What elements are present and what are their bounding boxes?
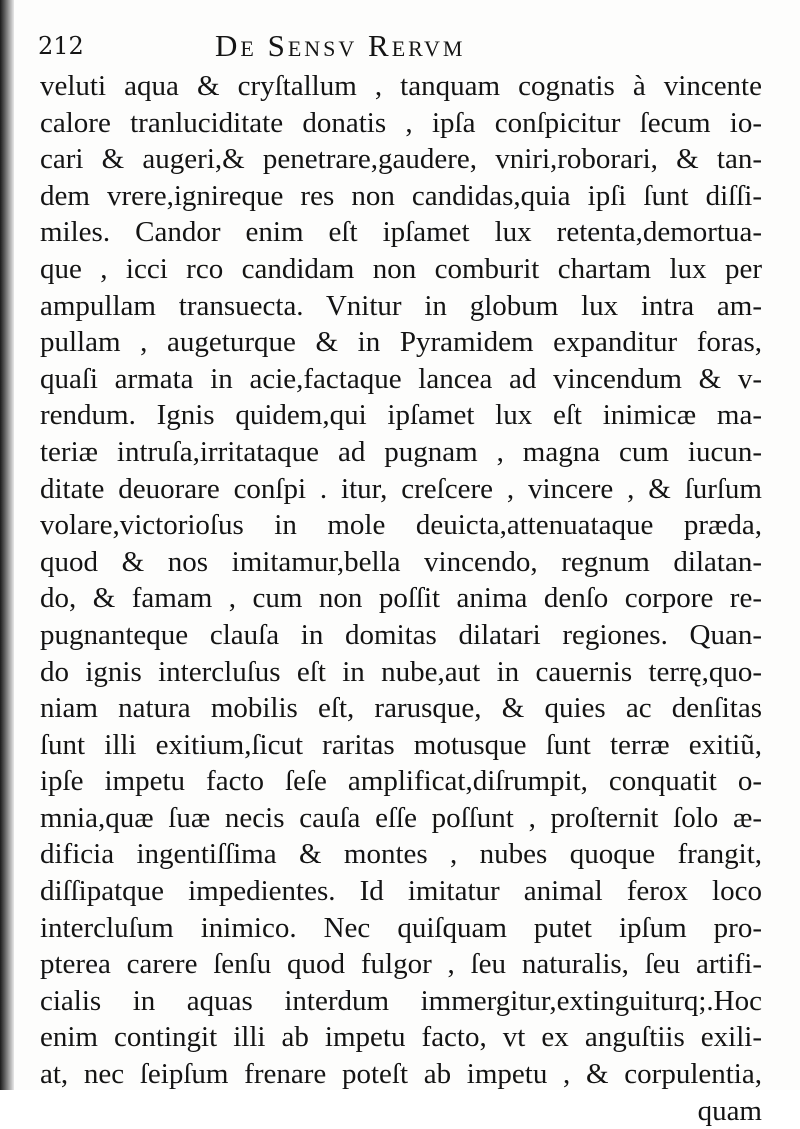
text-line: diſſipatque impedientes. Id imitatur animal ferox loco (40, 875, 762, 908)
text-line: ditate deuorare conſpi . itur, creſcere , vincere , & ſurſum (40, 472, 762, 505)
text-line: pugnanteque clauſa in domitas dilatari regiones. Quan- (40, 618, 762, 651)
text-line: mnia,quæ ſuæ necis cauſa eſſe poſſunt , proſternit ſolo æ- (40, 801, 762, 834)
text-line: niam natura mobilis eſt, rarusque, & quies ac denſitas (40, 692, 762, 725)
text-line: volare,victorioſus in mole deuicta,attenuataque præda, (40, 509, 762, 542)
text-line: quaſi armata in acie,factaque lancea ad vincendum & v- (40, 362, 762, 395)
text-line: ampullam transuecta. Vnitur in globum lux intra am- (40, 289, 762, 322)
text-line: que , icci rco candidam non comburit chartam lux per (40, 252, 762, 285)
text-line: veluti aqua & cryſtallum , tanquam cognatis à vincente (40, 70, 762, 102)
text-line: ipſe impetu facto ſeſe amplificat,diſrumpit, conquatit o- (40, 765, 762, 798)
page-number: 212 (38, 32, 84, 60)
text-line: pterea carere ſenſu quod fulgor , ſeu naturalis, ſeu artifi- (40, 948, 762, 981)
text-line: do ignis intercluſus eſt in nube,aut in cauernis terrę,quo- (40, 655, 762, 688)
text-line: cari & augeri,& penetrare,gaudere, vniri,roborari, & tan- (40, 143, 762, 176)
text-line: calore tranluciditate donatis , ipſa conſpicitur ſecum io- (40, 106, 762, 139)
text-line: quod & nos imitamur,bella vincendo, regnum dilatan- (40, 545, 762, 578)
text-line: cialis in aquas interdum immergitur,extinguiturq;.Hoc (40, 984, 762, 1017)
text-line: dificia ingentiſſima & montes , nubes quoque frangit, (40, 838, 762, 871)
text-line: at, nec ſeipſum frenare poteſt ab impetu , & corpulentia, (40, 1058, 762, 1091)
text-line: teriæ intruſa,irritataque ad pugnam , magna cum iucun- (40, 435, 762, 468)
text-line: rendum. Ignis quidem,qui ipſamet lux eſt inimicæ ma- (40, 399, 762, 432)
text-line: enim contingit illi ab impetu facto, vt ex anguſtiis exili- (40, 1021, 762, 1054)
text-line: intercluſum inimico. Nec quiſquam putet ipſum pro- (40, 911, 762, 944)
running-head: De Sensv Rervm (215, 28, 466, 63)
text-line: dem vrere,ignireque res non candidas,quia ipſi ſunt diſſi- (40, 179, 762, 212)
catchword: quam (697, 1094, 762, 1127)
text-line: pullam , augeturque & in Pyramidem expanditur foras, (40, 326, 762, 359)
body-text (40, 68, 762, 1129)
text-line: ſunt illi exitium,ſicut raritas motusque ſunt terræ exitiũ, (40, 728, 762, 761)
text-line: do, & famam , cum non poſſit anima denſo corpore re- (40, 582, 762, 615)
binding-shadow (0, 0, 14, 1090)
text-line: miles. Candor enim eſt ipſamet lux retenta,demortua- (40, 216, 762, 249)
